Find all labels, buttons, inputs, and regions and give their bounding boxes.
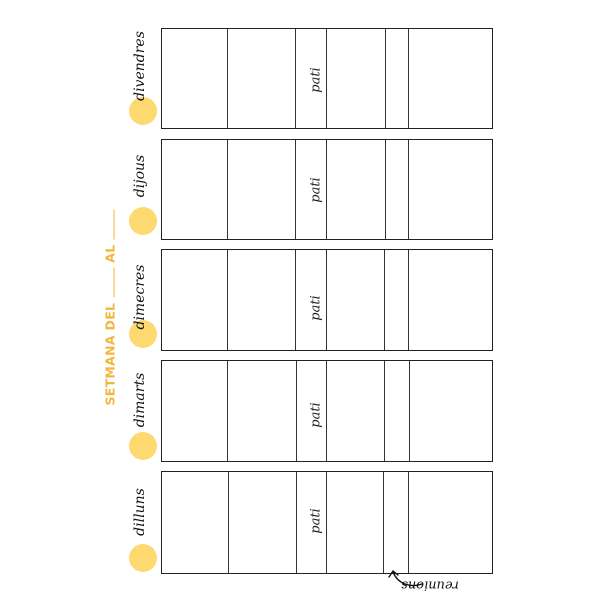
week-title: [103, 204, 118, 405]
column-divider: [326, 140, 327, 239]
column-divider: [408, 250, 409, 350]
column-divider: [408, 29, 409, 128]
break-label: pati: [308, 295, 324, 321]
column-divider: [384, 250, 385, 350]
column-divider: [408, 140, 409, 239]
day-label-dimarts: dimarts: [132, 372, 148, 428]
column-divider: [385, 29, 386, 128]
column-divider: [326, 472, 327, 573]
day-label-dijous: dijous: [132, 154, 148, 198]
column-divider: [408, 472, 409, 573]
column-divider: [295, 29, 296, 128]
week-title-middle: AL: [102, 244, 118, 263]
column-divider: [385, 140, 386, 239]
day-box-divendres[interactable]: [161, 28, 493, 129]
day-box-dimarts[interactable]: [161, 360, 493, 462]
column-divider: [296, 361, 297, 461]
column-divider: [326, 250, 327, 350]
column-divider: [227, 250, 228, 350]
column-divider: [295, 140, 296, 239]
day-marker-dot: [129, 207, 157, 235]
column-divider: [326, 29, 327, 128]
day-label-divendres: divendres: [132, 31, 148, 101]
meetings-label: reunions: [401, 577, 459, 593]
column-divider: [228, 472, 229, 573]
day-box-dilluns[interactable]: [161, 471, 493, 574]
break-label: pati: [308, 402, 324, 428]
week-end-blank[interactable]: [114, 209, 115, 239]
week-title-prefix: SETMANA DEL: [102, 302, 118, 406]
break-label: pati: [308, 67, 324, 93]
column-divider: [296, 472, 297, 573]
day-box-dijous[interactable]: [161, 139, 493, 240]
column-divider: [384, 361, 385, 461]
column-divider: [227, 361, 228, 461]
column-divider: [295, 250, 296, 350]
week-start-blank[interactable]: [114, 268, 115, 298]
break-label: pati: [308, 508, 324, 534]
column-divider: [383, 472, 384, 573]
column-divider: [326, 361, 327, 461]
day-marker-dot: [129, 432, 157, 460]
column-divider: [227, 29, 228, 128]
day-box-dimecres[interactable]: [161, 249, 493, 351]
day-label-dilluns: dilluns: [132, 488, 148, 536]
day-marker-dot: [129, 544, 157, 572]
day-marker-dot: [129, 97, 157, 125]
column-divider: [409, 361, 410, 461]
column-divider: [227, 140, 228, 239]
break-label: pati: [308, 177, 324, 203]
day-label-dimecres: dimecres: [132, 264, 148, 330]
